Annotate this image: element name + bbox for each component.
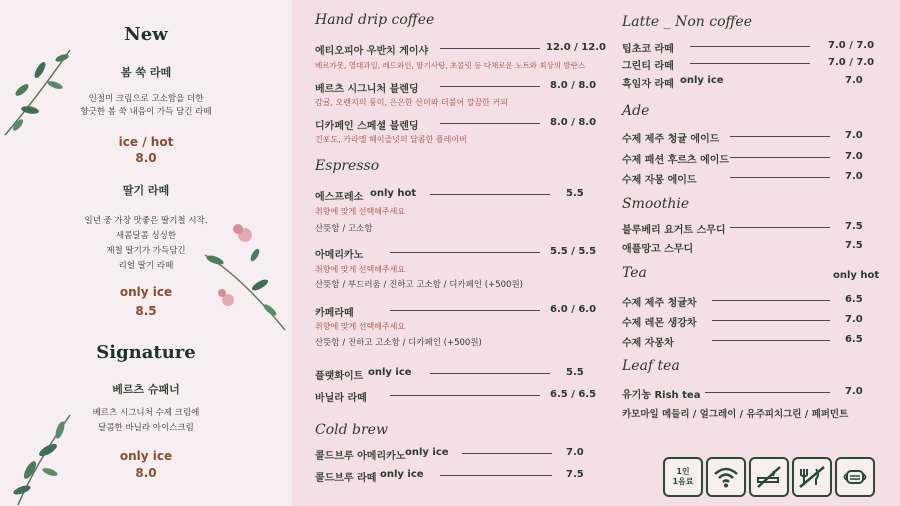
menu-item-price: 7.0 xyxy=(845,75,863,86)
menu-item-price: 6.5 xyxy=(845,294,863,305)
menu-item-option: only ice xyxy=(680,75,724,86)
menu-item-price: 8.0 / 8.0 xyxy=(550,117,597,128)
leaf-tea-title: Leaf tea xyxy=(622,358,680,374)
no-outside-food-icon xyxy=(792,457,832,497)
leader-line xyxy=(462,453,552,454)
menu-item-price: 7.0 xyxy=(845,130,863,141)
menu-item-name: 수제 자몽 에이드 xyxy=(622,175,697,186)
tea-option: only hot xyxy=(833,270,880,281)
menu-item-price: 7.0 xyxy=(845,314,863,325)
leader-line xyxy=(690,46,810,47)
menu-item-name: 팁초코 라떼 xyxy=(622,44,674,55)
leader-line xyxy=(705,392,830,393)
new-item-name: 봄 쑥 라떼 xyxy=(120,66,172,79)
menu-item-name: 애플망고 스무디 xyxy=(622,244,694,255)
left-panel xyxy=(0,0,292,506)
menu-item-desc: 취향에 맞게 선택해주세요 xyxy=(315,265,406,274)
signature-item-desc: 달콤한 바닐라 아이스크림 xyxy=(98,423,194,433)
new-item-desc: 리얼 딸기 라떼 xyxy=(118,261,174,271)
leader-line xyxy=(712,300,830,301)
menu-item-name: 아메리카노 xyxy=(315,250,364,261)
menu-item-name: 플랫화이트 xyxy=(315,371,364,382)
menu-item-price: 6.5 xyxy=(845,334,863,345)
hand-drip-title: Hand drip coffee xyxy=(315,12,435,28)
new-item-desc: 제철 딸기가 가득담긴 xyxy=(106,246,186,256)
menu-item-price: 6.0 / 6.0 xyxy=(550,304,597,315)
menu-item-price: 7.0 xyxy=(845,386,863,397)
menu-item-name: 디카페인 스페셜 블렌딩 xyxy=(315,121,419,132)
new-item-option: ice / hot xyxy=(118,135,174,149)
menu-item-price: 8.0 / 8.0 xyxy=(550,80,597,91)
menu-item-price: 5.5 xyxy=(566,367,584,378)
signature-section-title: Signature xyxy=(96,342,196,363)
menu-item-name: 그린티 라떼 xyxy=(622,61,674,72)
new-item-name: 딸기 라떼 xyxy=(122,184,170,197)
new-item-desc: 새콤달콤 싱싱한 xyxy=(115,231,177,241)
leader-line xyxy=(730,177,830,178)
new-item-desc: 인절미 크림으로 고소함을 더한 xyxy=(88,94,204,104)
signature-item-price: 8.0 xyxy=(135,466,157,480)
new-item-option: only ice xyxy=(119,285,173,299)
menu-item-name: 수제 자몽차 xyxy=(622,338,674,349)
menu-item-options: 산뜻함 / 고소함 xyxy=(315,224,373,234)
menu-item-price: 7.0 / 7.0 xyxy=(828,40,875,51)
leader-line xyxy=(690,63,810,64)
smoothie-title: Smoothie xyxy=(622,196,690,212)
leaf-branch-icon xyxy=(0,40,80,140)
menu-item-name: 바닐라 라떼 xyxy=(315,393,367,404)
menu-item-price: 7.0 / 7.0 xyxy=(828,57,875,68)
new-item-desc: 일년 중 가장 맛좋은 딸기철 시작. xyxy=(84,216,208,226)
menu-item-name: 흑임자 라떼 xyxy=(622,79,674,90)
espresso-title: Espresso xyxy=(315,158,380,174)
menu-item-name: 블루베리 요거트 스무디 xyxy=(622,225,726,236)
leader-line xyxy=(730,227,830,228)
menu-item-name: 수제 제주 청귤 에이드 xyxy=(622,134,720,145)
menu-item-name: 수제 레몬 생강차 xyxy=(622,318,697,329)
menu-item-price: 5.5 xyxy=(566,188,584,199)
menu-item-name: 수제 패션 후르츠 에이드 xyxy=(622,155,730,166)
menu-item-price: 7.0 xyxy=(566,447,584,458)
menu-item-desc: 취향에 맞게 선택해주세요 xyxy=(315,322,406,331)
menu-item-price: 7.5 xyxy=(845,240,863,251)
leaf-tea-list: 카모마일 메들리 / 얼그레이 / 유주피치그린 / 페퍼민트 xyxy=(622,409,849,420)
signature-item-name: 베르츠 슈패너 xyxy=(112,383,180,396)
one-person-one-drink-icon xyxy=(663,457,703,497)
menu-item-name: 콜드브루 라떼 xyxy=(315,473,377,484)
face-mask-icon xyxy=(835,457,875,497)
leader-line xyxy=(730,136,830,137)
menu-item-price: 7.5 xyxy=(566,469,584,480)
menu-item-name: 수제 제주 청귤차 xyxy=(622,298,697,309)
menu-item-desc: 건포도, 카라멜 헤이즐넛의 달콤한 플레이버 xyxy=(315,135,467,144)
leader-line xyxy=(440,475,552,476)
tea-title: Tea xyxy=(622,265,647,281)
menu-item-price: 7.0 xyxy=(845,171,863,182)
leader-line xyxy=(440,48,540,49)
signature-item-desc: 베르츠 시그니처 수제 크림에 xyxy=(92,408,200,418)
menu-item-option: only ice xyxy=(380,469,424,480)
leader-line xyxy=(390,395,540,396)
new-item-price: 8.0 xyxy=(135,151,157,165)
menu-item-price: 5.5 / 5.5 xyxy=(550,246,597,257)
leader-line xyxy=(440,123,540,124)
menu-item-price: 7.0 xyxy=(845,151,863,162)
menu-item-options: 산뜻함 / 진하고 고소함 / 디카페인 (+500원) xyxy=(315,338,482,348)
menu-item-name: 베르츠 시그니처 블렌딩 xyxy=(315,84,419,95)
leader-line xyxy=(430,194,550,195)
menu-item-option: only ice xyxy=(368,367,412,378)
latte-title: Latte _ Non coffee xyxy=(622,14,752,30)
menu-item-price: 6.5 / 6.5 xyxy=(550,389,597,400)
leader-line xyxy=(712,320,830,321)
leader-line xyxy=(730,157,830,158)
leader-line xyxy=(430,373,550,374)
leader-line xyxy=(712,340,830,341)
menu-item-desc: 취향에 맞게 선택해주세요 xyxy=(315,207,406,216)
menu-item-name: 에티오피아 우반치 게이샤 xyxy=(315,46,429,57)
menu-item-name: 콜드브루 아메리카노 xyxy=(315,451,406,462)
new-section-title: New xyxy=(124,24,168,45)
leader-line xyxy=(390,310,540,311)
new-item-price: 8.5 xyxy=(135,304,157,318)
policy-line: 1음료 xyxy=(672,477,694,486)
signature-item-option: only ice xyxy=(119,449,173,463)
new-item-desc: 향긋한 봄 쑥 내음이 가득 담긴 라떼 xyxy=(80,107,212,117)
menu-item-name: 유기농 Rish tea xyxy=(622,390,701,401)
wifi-icon xyxy=(706,457,746,497)
menu-item-name: 카페라떼 xyxy=(315,308,354,319)
ade-title: Ade xyxy=(622,103,650,119)
menu-item-desc: 감귤, 오렌지의 풍미, 은은한 산미와 더불어 깔끔한 커피 xyxy=(315,98,508,107)
leader-line xyxy=(440,86,540,87)
menu-item-options: 산뜻함 / 부드러움 / 진하고 고소함 / 디카페인 (+500원) xyxy=(315,280,523,290)
cold-brew-title: Cold brew xyxy=(315,422,388,438)
menu-item-price: 12.0 / 12.0 xyxy=(546,42,606,53)
menu-item-option: only hot xyxy=(370,188,417,199)
leader-line xyxy=(390,252,540,253)
menu-item-name: 에스프레소 xyxy=(315,192,364,203)
menu-item-price: 7.5 xyxy=(845,221,863,232)
no-smoking-icon xyxy=(749,457,789,497)
menu-item-desc: 베르가못, 열대과일, 레드와인, 딸기사탕, 초콜릿 등 다채로운 노트와 최상의 발란스 xyxy=(315,61,586,70)
policy-line: 1인 xyxy=(676,467,690,476)
menu-item-option: only ice xyxy=(405,447,449,458)
